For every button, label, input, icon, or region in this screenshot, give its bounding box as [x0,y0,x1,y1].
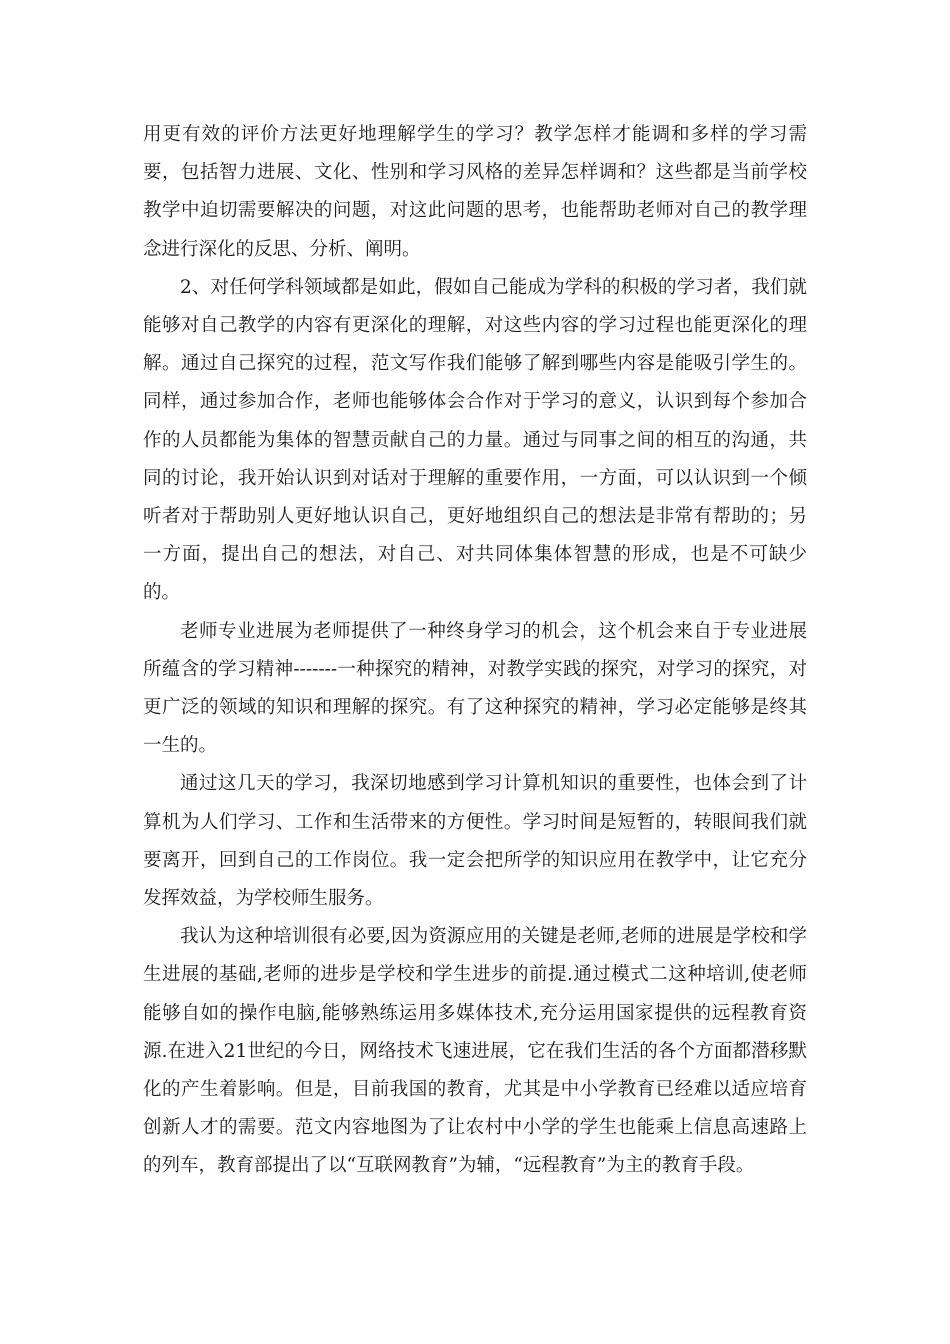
paragraph-3: 老师专业进展为老师提供了一种终身学习的机会，这个机会来自于专业进展所蕴含的学习精神-------一种探究的精神，对教学实践的探究，对学习的探究，对更广泛的领域的知识和理解的探究。有了这种探究的精神，学习必定能够是终其一生的。 [143,620,807,757]
paragraph-4: 通过这几天的学习，我深切地感到学习计算机知识的重要性，也体会到了计算机为人们学习、工作和生活带来的方便性。学习时间是短暂的，转眼间我们就要离开，回到自己的工作岗位。我一定会把所学的知识应用在教学中，让它充分发挥效益，为学校师生服务。 [143,773,807,910]
paragraph-2: 2、对任何学科领域都是如此，假如自己能成为学科的积极的学习者，我们就能够对自己教学的内容有更深化的理解，对这些内容的学习过程也能更深化的理解。通过自己探究的过程，范文写作我们能够了解到哪些内容是能吸引学生的。同样，通过参加合作，老师也能够体会合作对于学习的意义，认识到每个参加合作的人员都能为集体的智慧贡献自己的力量。通过与同事之间的相互的沟通，共同的讨论，我开始认识到对话对于理解的重要作用，一方面，可以认识到一个倾听者对于帮助别人更好地认识自己，更好地组织自己的想法是非常有帮助的；另一方面，提出自己的想法，对自己、对共同体集体智慧的形成，也是不可缺少的。 [143,276,807,604]
document-body [143,116,807,1186]
paragraph-5: 我认为这种培训很有必要,因为资源应用的关键是老师,老师的进展是学校和学生进展的基础,老师的进步是学校和学生进步的前提.通过模式二这种培训,使老师能够自如的操作电脑,能够熟练运用多媒体技术,充分运用国家提供的远程教育资源.在进入21世纪的今日，网络技术飞速进展，它在我们生活的各个方面都潜移默化的产生着影响。但是，目前我国的教育，尤其是中小学教育已经难以适应培育创新人才的需要。范文内容地图为了让农村中小学的学生也能乘上信息高速路上的列车，教育部提出了以“互联网教育”为辅，“远程教育”为主的教育手段。 [143,926,807,1177]
paragraph-1: 用更有效的评价方法更好地理解学生的学习？教学怎样才能调和多样的学习需要，包括智力进展、文化、性别和学习风格的差异怎样调和？这些都是当前学校教学中迫切需要解决的问题，对这此问题的思考，也能帮助老师对自己的教学理念进行深化的反思、分析、阐明。 [143,124,807,260]
